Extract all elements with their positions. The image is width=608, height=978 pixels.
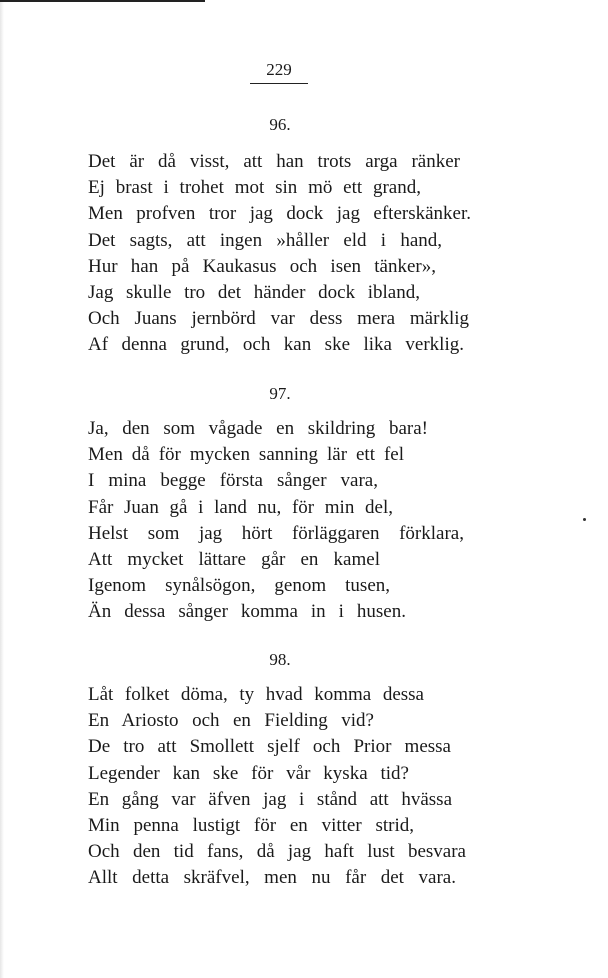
verse-line: Och den tid fans, då jag haft lust besvara	[88, 841, 466, 863]
verse-line: Ej brast i trohet mot sin mö ett grand,	[88, 177, 421, 199]
verse-line: Legender kan ske för vår kyska tid?	[88, 762, 409, 784]
verse-line: I mina begge första sånger vara,	[88, 470, 378, 492]
verse-line: Det sagts, att ingen »håller eld i hand,	[88, 229, 442, 251]
verse-line: Får Juan gå i land nu, för min del,	[88, 496, 393, 518]
verse-line: Helst som jag hört förläggaren förklara,	[88, 522, 464, 544]
stanza-number-96: 96.	[269, 115, 291, 134]
verse-line: Ja, den som vågade en skildring bara!	[88, 418, 428, 439]
stanza-number-97: 97.	[269, 384, 291, 403]
verse-line: Igenom synålsögon, genom tusen,	[88, 575, 390, 597]
verse-line: Det är då visst, att han trots arga ränker	[88, 151, 460, 172]
page-edge-shadow	[0, 0, 4, 978]
print-speck	[583, 518, 586, 521]
verse-line: Låt folket döma, ty hvad komma dessa	[88, 684, 424, 705]
verse-line: Men då för mycken sanning lär ett fel	[88, 444, 404, 466]
stanza-98	[88, 682, 466, 892]
stanza-97	[88, 416, 464, 626]
verse-line: Och Juans jernbörd var dess mera märklig	[88, 308, 469, 330]
top-rule	[0, 0, 205, 2]
verse-line: Min penna lustigt för en vitter strid,	[88, 815, 414, 837]
verse-line: Hur han på Kaukasus och isen tänker»,	[88, 255, 436, 277]
verse-line: Än dessa sånger komma in i husen.	[88, 601, 406, 623]
stanza-number-98: 98.	[269, 650, 291, 669]
stanza-96	[88, 149, 471, 359]
verse-line: Af denna grund, och kan ske lika verklig.	[88, 334, 464, 356]
verse-line: En gång var äfven jag i stånd att hvässa	[88, 788, 452, 810]
verse-line: Jag skulle tro det händer dock ibland,	[88, 282, 420, 304]
verse-line: Men profven tror jag dock jag efterskänker.	[88, 203, 471, 225]
page-number: 229	[250, 60, 308, 84]
verse-line: En Ariosto och en Fielding vid?	[88, 710, 374, 732]
verse-line: Allt detta skräfvel, men nu får det vara.	[88, 867, 456, 889]
verse-line: Att mycket lättare går en kamel	[88, 549, 380, 571]
verse-line: De tro att Smollett sjelf och Prior messa	[88, 736, 451, 758]
